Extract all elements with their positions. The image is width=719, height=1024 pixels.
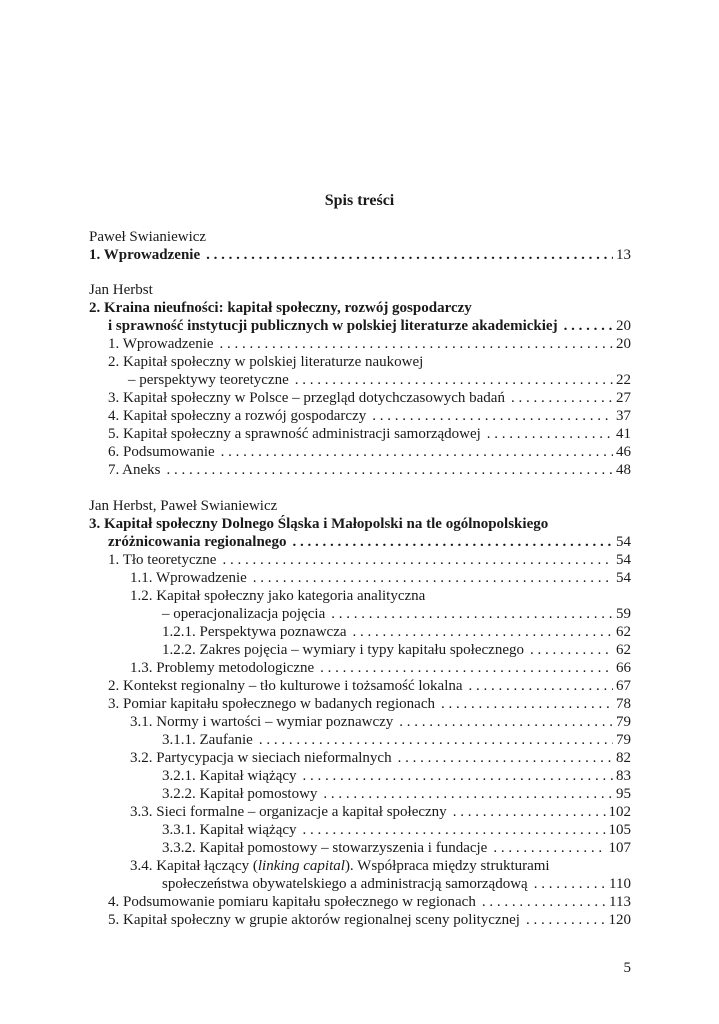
dot-leader [253,569,613,587]
dot-leader [564,317,613,335]
dot-leader [441,695,613,713]
toc-entry[interactable] [108,425,631,443]
dot-leader [353,623,613,641]
toc-entry-title: 7. Aneks [108,462,161,478]
toc-page-number: 54 [616,570,631,586]
dot-leader [222,551,613,569]
toc-entry[interactable] [130,569,631,587]
toc-entry-title: 4. Podsumowanie pomiaru kapitału społecznego w regionach [108,894,476,910]
toc-entry[interactable] [162,767,631,785]
toc-entry[interactable] [108,677,631,695]
toc-entry-title: 2. Kontekst regionalny – tło kulturowe i tożsamość lokalna [108,678,463,694]
toc-entry[interactable] [108,911,631,929]
page-title: Spis treści [324,192,395,209]
toc-page-number: 79 [616,714,631,730]
page-number: 5 [623,960,631,976]
toc-entry-title: 3.3.1. Kapitał wiążący [162,822,297,838]
toc-page-number: 95 [616,786,631,802]
toc-entry-title: 1.1. Wprowadzenie [130,570,247,586]
toc-entry-title: 3.1.1. Zaufanie [162,732,253,748]
dot-leader [323,785,613,803]
dot-leader [292,533,613,551]
toc-entry[interactable] [108,695,631,713]
toc-page-number: 110 [609,876,631,892]
toc-entry[interactable] [108,533,631,551]
dot-leader [372,407,613,425]
toc-entry-title: 3.1. Normy i wartości – wymiar poznawczy [130,714,394,730]
toc-entry[interactable] [108,551,631,569]
toc-entry[interactable] [162,623,631,641]
toc-page-number: 41 [616,426,631,442]
toc-page-number: 102 [608,804,631,820]
dot-leader [303,767,613,785]
toc-entry-title-line: 2. Kraina nieufności: kapitał społeczny, rozwój gospodarczy [89,300,472,316]
toc-page-number: 59 [616,606,631,622]
toc-entry-title: 1. Tło teoretyczne [108,552,217,568]
dot-leader [167,461,614,479]
dot-leader [259,731,613,749]
toc-entry[interactable] [162,641,631,659]
toc-entry-title: 4. Kapitał społeczny a rozwój gospodarczy [108,408,367,424]
toc-entry-title: 3.3.2. Kapitał pomostowy – stowarzyszenia i fundacje [162,840,488,856]
toc-entry-title: 3. Kapitał społeczny w Polsce – przegląd dotychczasowych badań [108,390,505,406]
toc-page-number: 20 [616,318,631,334]
toc-page-number: 48 [616,462,631,478]
toc-page-number: 27 [616,390,631,406]
toc-entry[interactable] [162,875,631,893]
toc-entry[interactable] [108,407,631,425]
dot-leader [482,893,606,911]
toc-page-number: 54 [616,534,631,550]
dot-leader [206,246,613,264]
toc-entry-title: 3.3. Sieci formalne – organizacje a kapitał społeczny [130,804,447,820]
dot-leader [303,821,606,839]
dot-leader [453,803,606,821]
toc-page-number: 62 [616,642,631,658]
toc-entry-title: 5. Kapitał społeczny a sprawność administracji samorządowej [108,426,481,442]
toc-entry[interactable] [130,803,631,821]
toc-page-number: 62 [616,624,631,640]
toc-entry[interactable] [162,821,631,839]
toc-page-number: 13 [616,247,631,263]
toc-entry-title-part: 3.4. Kapitał łączący ( [130,858,258,874]
toc-entry-title: 5. Kapitał społeczny w grupie aktorów regionalnej sceny politycznej [108,912,520,928]
toc-entry-title: 3. Pomiar kapitału społecznego w badanych regionach [108,696,435,712]
toc-entry-title-line: 1.2. Kapitał społeczny jako kategoria analityczna [130,588,426,604]
toc-entry[interactable] [162,605,631,623]
toc-entry-title: 1. Wprowadzenie [89,247,201,263]
toc-entry-title-line: 2. Kapitał społeczny w polskiej literaturze naukowej [108,354,424,370]
dot-leader [469,677,613,695]
toc-page-number: 113 [609,894,631,910]
dot-leader [493,839,605,857]
toc-entry[interactable] [108,893,631,911]
dot-leader [320,659,613,677]
dot-leader [511,389,613,407]
toc-entry[interactable] [130,659,631,677]
toc-entry-title-line [130,857,550,875]
toc-entry-title: 3.2. Partycypacja w sieciach nieformalnych [130,750,392,766]
dot-leader [530,641,613,659]
toc-page-number: 82 [616,750,631,766]
toc-entry-title: i sprawność instytucji publicznych w polskiej literaturze akademickiej [108,318,558,334]
toc-entry[interactable] [130,713,631,731]
toc-entry-title-line: 3. Kapitał społeczny Dolnego Śląska i Małopolski na tle ogólnopolskiego [89,516,549,532]
toc-page-number: 66 [616,660,631,676]
toc-entry[interactable] [162,839,631,857]
toc-entry-title: społeczeństwa obywatelskiego a administracją samorządową [162,876,528,892]
toc-page-number: 20 [616,336,631,352]
toc-entry-title: 1.2.2. Zakres pojęcia – wymiary i typy kapitału społecznego [162,642,524,658]
dot-leader [526,911,606,929]
toc-entry[interactable] [89,246,631,264]
toc-entry[interactable] [128,371,631,389]
toc-page-number: 79 [616,732,631,748]
dot-leader [221,443,613,461]
toc-entry-title: – perspektywy teoretyczne [128,372,289,388]
toc-page-number: 37 [616,408,631,424]
toc-page-number: 83 [616,768,631,784]
dot-leader [331,605,613,623]
dot-leader [399,713,613,731]
toc-entry[interactable] [108,443,631,461]
toc-entry-title-italic: linking capital [257,858,345,874]
dot-leader [487,425,613,443]
dot-leader [295,371,613,389]
toc-page-number: 107 [608,840,631,856]
toc-entry-title: 3.2.2. Kapitał pomostowy [162,786,318,802]
toc-entry-title: 1.2.1. Perspektywa poznawcza [162,624,347,640]
toc-entry[interactable] [108,389,631,407]
toc-page-number: 67 [616,678,631,694]
toc-entry-title: 1. Wprowadzenie [108,336,214,352]
toc-page-number: 78 [616,696,631,712]
toc-page-number: 46 [616,444,631,460]
toc-entry-title: 6. Podsumowanie [108,444,215,460]
dot-leader [398,749,613,767]
author-line: Jan Herbst [89,282,153,298]
toc-entry-title: zróżnicowania regionalnego [108,534,287,550]
toc-page-number: 105 [608,822,631,838]
dot-leader [220,335,613,353]
toc-entry[interactable] [130,749,631,767]
toc-entry-title: – operacjonalizacja pojęcia [162,606,326,622]
toc-entry-title: 1.3. Problemy metodologiczne [130,660,315,676]
toc-entry[interactable] [108,317,631,335]
author-line: Jan Herbst, Paweł Swianiewicz [89,498,278,514]
toc-entry-title-part: ). Współpraca między strukturami [344,858,550,874]
toc-entry[interactable] [108,461,631,479]
author-line: Paweł Swianiewicz [89,229,207,245]
toc-entry-title: 3.2.1. Kapitał wiążący [162,768,297,784]
toc-page-number: 22 [616,372,631,388]
toc-entry[interactable] [162,785,631,803]
toc-entry[interactable] [108,335,631,353]
toc-page-number: 54 [616,552,631,568]
toc-entry[interactable] [162,731,631,749]
toc-page-number: 120 [608,912,631,928]
dot-leader [534,875,606,893]
